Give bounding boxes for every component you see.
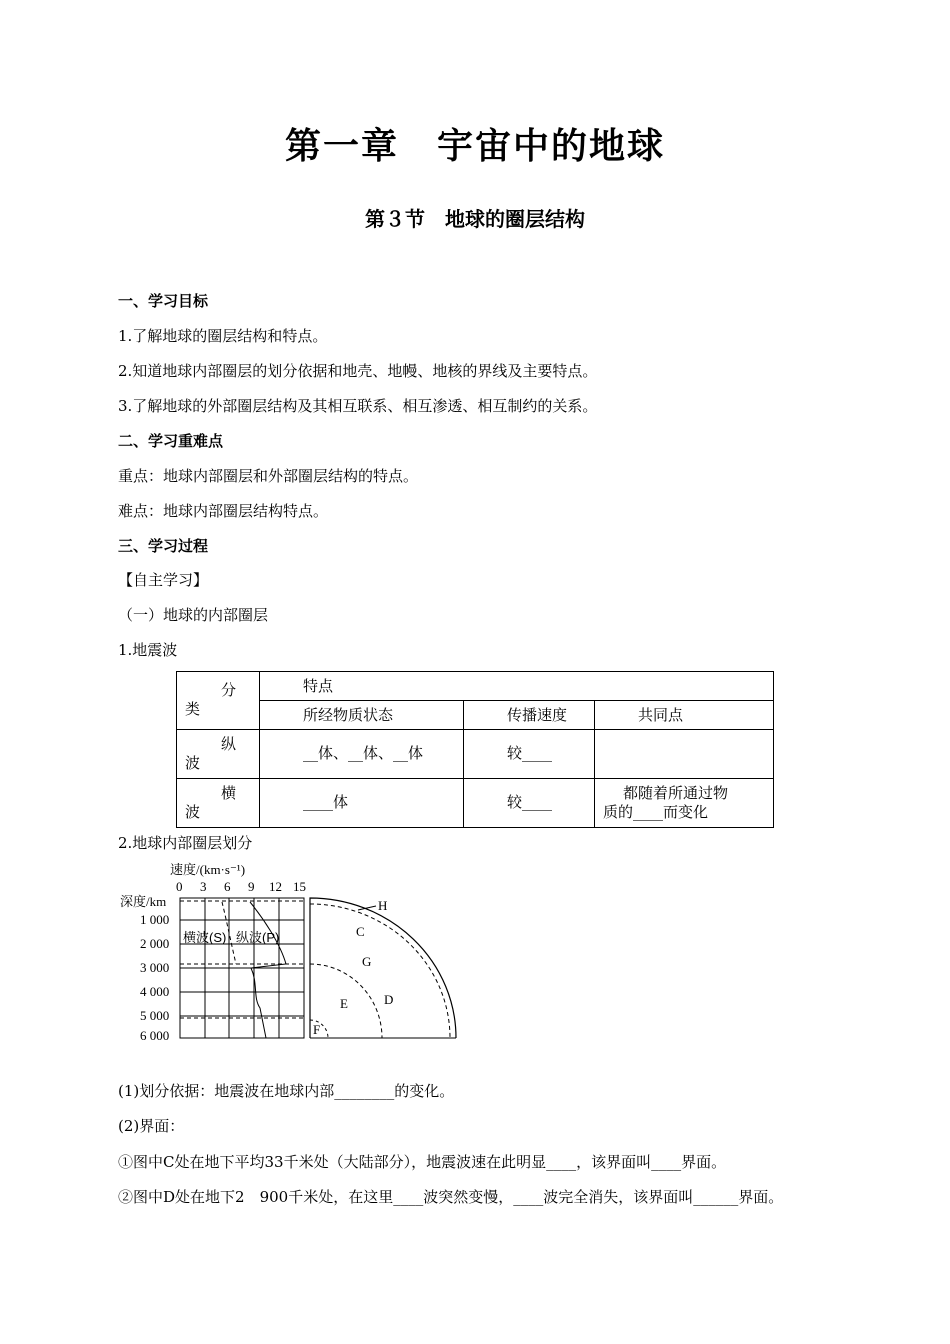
label-H: H	[378, 898, 388, 913]
speed-tick: 12	[269, 879, 282, 894]
goals-heading: 一、学习目标	[118, 292, 209, 310]
header-class-b: 类	[185, 700, 201, 718]
speed-depth-grid	[180, 898, 304, 1038]
p-wave-name	[177, 730, 260, 779]
depth-axis-label: 深度/km	[120, 894, 167, 909]
question-two: ②图中D处在地下2 900千米处，在这里____波突然变慢，____波完全消失，该界面叫______界面。	[118, 1188, 784, 1206]
header-features	[260, 672, 774, 701]
goal-item: 1.了解地球的圈层结构和特点。	[118, 327, 328, 345]
question-one: ①图中C处在地下平均33千米处（大陆部分），地震波速在此明显____，该界面叫____界面。	[118, 1153, 727, 1171]
p-wave-label: 纵波(P)	[236, 930, 280, 945]
s-state-text: ____体	[303, 793, 349, 811]
depth-tick: 1 000	[140, 912, 170, 927]
goal-item: 3.了解地球的外部圈层结构及其相互联系、相互渗透、相互制约的关系。	[118, 397, 598, 415]
s-wave-a: 横	[221, 784, 237, 802]
header-common	[595, 701, 774, 730]
speed-tick: 6	[224, 879, 231, 894]
p-common	[595, 730, 774, 779]
boundary-lines	[180, 901, 304, 1018]
depth-tick: 5 000	[140, 1008, 170, 1023]
goal-item: 2.知道地球内部圈层的划分依据和地壳、地幔、地核的界线及主要特点。	[118, 362, 598, 380]
label-C: C	[356, 924, 365, 939]
header-common-label: 共同点	[638, 706, 684, 724]
label-G: G	[362, 954, 372, 969]
p-state	[260, 730, 464, 779]
difficult-point: 难点：地球内部圈层结构特点。	[118, 502, 329, 520]
p-speed	[464, 730, 595, 779]
item-two: 2.地球内部圈层划分	[118, 834, 253, 852]
header-state	[260, 701, 464, 730]
s-wave-name	[177, 779, 260, 828]
earth-section	[310, 898, 456, 1038]
self-study-label: 【自主学习】	[118, 571, 209, 589]
speed-tick: 0	[176, 879, 183, 894]
header-speed	[464, 701, 595, 730]
header-speed-label: 传播速度	[507, 706, 568, 724]
label-F: F	[313, 1022, 321, 1037]
p-wave-b: 波	[185, 754, 201, 772]
header-features-label: 特点	[303, 677, 334, 695]
item-one: 1.地震波	[118, 641, 178, 659]
process-heading: 三、学习过程	[118, 537, 209, 555]
division-basis: (1)划分依据：地震波在地球内部________的变化。	[118, 1082, 455, 1100]
label-E: E	[340, 996, 348, 1011]
s-common	[595, 779, 774, 828]
speed-axis-label: 速度/(km·s⁻¹)	[170, 862, 246, 877]
s-speed	[464, 779, 595, 828]
seismic-wave-table	[176, 671, 774, 828]
common-text-a: 都随着所通过物	[623, 784, 729, 802]
section-title: 第３节 地球的圈层结构	[365, 207, 585, 231]
depth-tick: 6 000	[140, 1028, 170, 1043]
interface-heading: (2)界面：	[118, 1117, 185, 1135]
earth-interior-diagram	[118, 858, 478, 1048]
speed-tick: 9	[248, 879, 255, 894]
common-text-b: 质的____而变化	[603, 803, 709, 821]
p-wave-a: 纵	[221, 735, 237, 753]
depth-tick: 3 000	[140, 960, 170, 975]
part-one-heading: （一）地球的内部圈层	[118, 606, 269, 624]
depth-tick: 2 000	[140, 936, 170, 951]
header-state-label: 所经物质状态	[303, 706, 394, 724]
s-wave-label: 横波(S)	[183, 930, 227, 945]
label-D: D	[384, 992, 394, 1007]
s-state	[260, 779, 464, 828]
chapter-title: 第一章 宇宙中的地球	[284, 126, 665, 167]
p-state-text: __体、__体、__体	[303, 744, 424, 762]
depth-tick: 4 000	[140, 984, 170, 999]
speed-tick: 15	[293, 879, 306, 894]
key-heading: 二、学习重难点	[118, 432, 224, 450]
key-point: 重点：地球内部圈层和外部圈层结构的特点。	[118, 467, 419, 485]
header-class-a: 分	[221, 681, 237, 699]
speed-tick: 3	[200, 879, 207, 894]
s-wave-b: 波	[185, 803, 201, 821]
s-speed-text: 较____	[507, 793, 553, 811]
p-speed-text: 较____	[507, 744, 553, 762]
header-class	[177, 672, 260, 730]
